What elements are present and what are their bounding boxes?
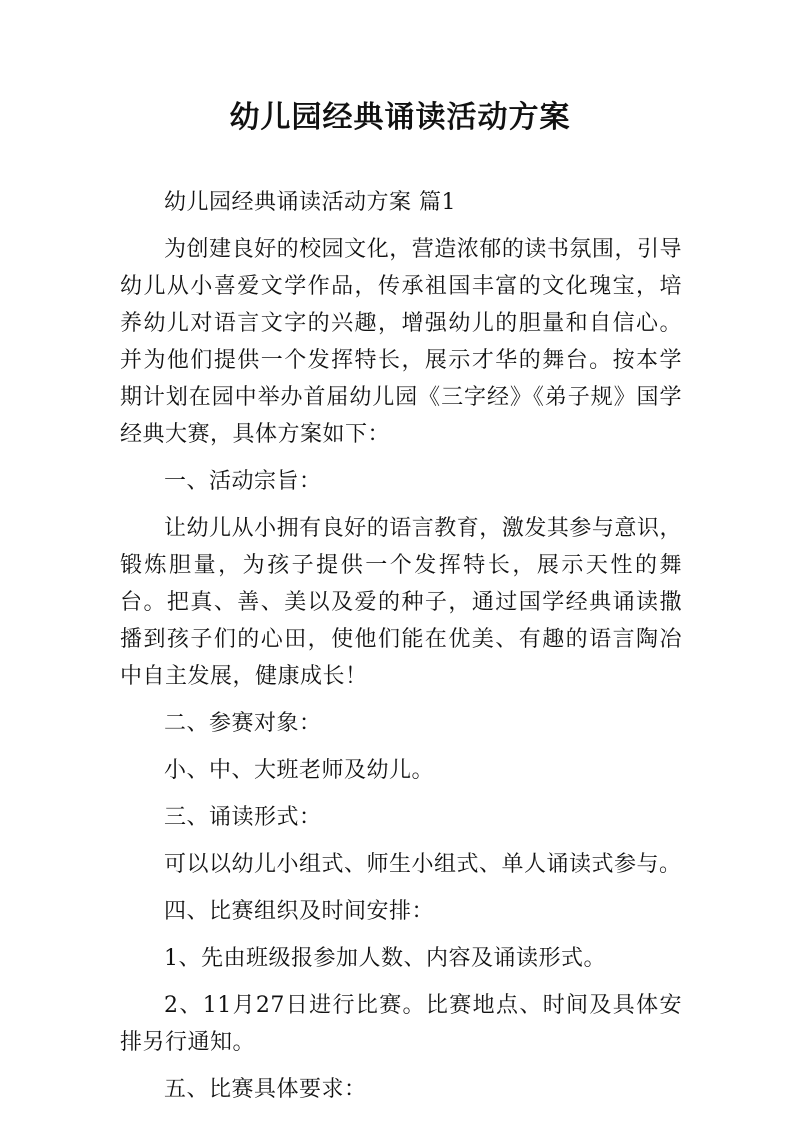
section-2-heading: 二、参赛对象： (164, 711, 322, 736)
section-1-paragraph: 让幼儿从小拥有良好的语言教育，激发其参与意识，锻炼胆量，为孩子提供一个发挥特长，展示天性的舞台。把真、善、美以及爱的种子，通过国学经典诵读撒播到孩子们的心田，使他们能在优美、有趣的语言陶冶中自主发展，健康成长！ (120, 516, 682, 689)
document-body (120, 184, 682, 1118)
section-2-paragraph: 小、中、大班老师及幼儿。 (164, 758, 435, 783)
section-3-heading: 三、诵读形式： (164, 805, 322, 830)
section-1-heading: 一、活动宗旨： (164, 469, 322, 494)
document-subtitle: 幼儿园经典诵读活动方案 篇1 (164, 190, 456, 215)
intro-paragraph: 为创建良好的校园文化，营造浓郁的读书氛围，引导幼儿从小喜爱文学作品，传承祖国丰富的文化瑰宝，培养幼儿对语言文字的兴趣，增强幼儿的胆量和自信心。并为他们提供一个发挥特长，展示才华的舞台。按本学期计划在园中举办首届幼儿园《三字经》《弟子规》国学经典大赛，具体方案如下： (120, 237, 682, 447)
section-4-heading: 四、比赛组织及时间安排： (164, 899, 435, 924)
section-4-item-1: 1、先由班级报参加人数、内容及诵读形式。 (164, 946, 606, 971)
section-4-item-2: 2、11月27日进行比赛。比赛地点、时间及具体安排另行通知。 (120, 993, 682, 1055)
document-title: 幼儿园经典诵读活动方案 (229, 100, 571, 135)
section-5-heading: 五、比赛具体要求： (164, 1077, 367, 1102)
section-3-paragraph: 可以以幼儿小组式、师生小组式、单人诵读式参与。 (164, 852, 682, 877)
